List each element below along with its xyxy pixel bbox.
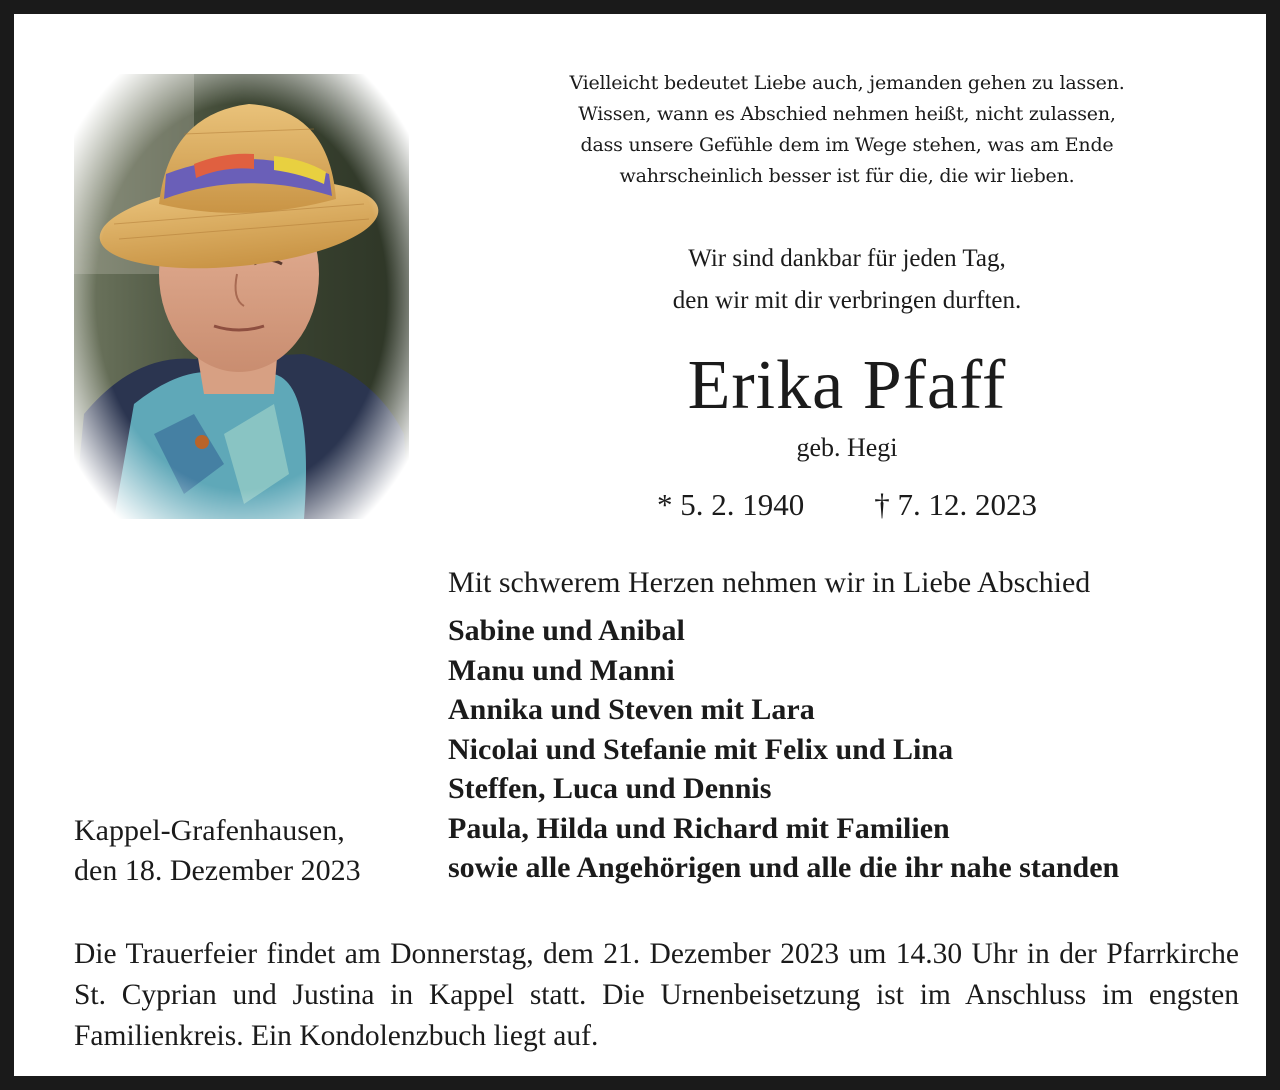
- thanks-line: Wir sind dankbar für jeden Tag,: [688, 245, 1006, 272]
- family-entry: Sabine und Anibal: [448, 614, 685, 647]
- poem-line: wahrscheinlich besser ist für die, die wir lieben.: [619, 165, 1075, 187]
- family-entry: Manu und Manni: [448, 653, 675, 687]
- family-list: [448, 611, 1119, 888]
- death-date: † 7. 12. 2023: [874, 487, 1037, 522]
- poem: [444, 68, 1250, 192]
- family-entry: Paula, Hilda und Richard mit Familien: [448, 811, 950, 845]
- portrait-photo: [74, 74, 409, 519]
- poem-line: Wissen, wann es Abschied nehmen heißt, nicht zulassen,: [578, 103, 1116, 125]
- poem-line: Vielleicht bedeutet Liebe auch, jemanden gehen zu lassen.: [569, 72, 1125, 94]
- family-entry: Steffen, Luca und Dennis: [448, 772, 772, 805]
- family-entry: Annika und Steven mit Lara: [448, 693, 815, 726]
- family-entry: sowie alle Angehörigen und alle die ihr nahe standen: [448, 851, 1120, 884]
- life-dates: [444, 484, 1250, 526]
- poem-line: dass unsere Gefühle dem im Wege stehen, was am Ende: [580, 134, 1114, 156]
- thanks-verse: [444, 238, 1250, 322]
- farewell-line: Mit schwerem Herzen nehmen wir in Liebe Abschied: [448, 566, 1091, 599]
- birth-date: * 5. 2. 1940: [657, 487, 805, 522]
- funeral-notice: Die Trauerfeier findet am Donnerstag, dem 21. Dezember 2023 um 14.30 Uhr in der Pfarrkirche St. Cyprian und Justina in Kappel statt. Die Urnenbeisetzung ist im Anschluss im engsten Familienkreis. Ein Kondolenzbuch liegt auf.: [74, 938, 1239, 1052]
- deceased-name: Erika Pfaff: [687, 347, 1007, 424]
- place-town: Kappel-Grafenhausen,: [74, 814, 345, 847]
- portrait-illustration: [74, 74, 409, 519]
- thanks-line: den wir mit dir verbringen durften.: [672, 287, 1022, 314]
- place-date: den 18. Dezember 2023: [74, 854, 361, 887]
- family-entry: Nicolai und Stefanie mit Felix und Lina: [448, 732, 954, 766]
- obituary-card: [14, 14, 1266, 1076]
- place-and-date: [74, 811, 361, 891]
- birth-name: geb. Hegi: [796, 433, 898, 462]
